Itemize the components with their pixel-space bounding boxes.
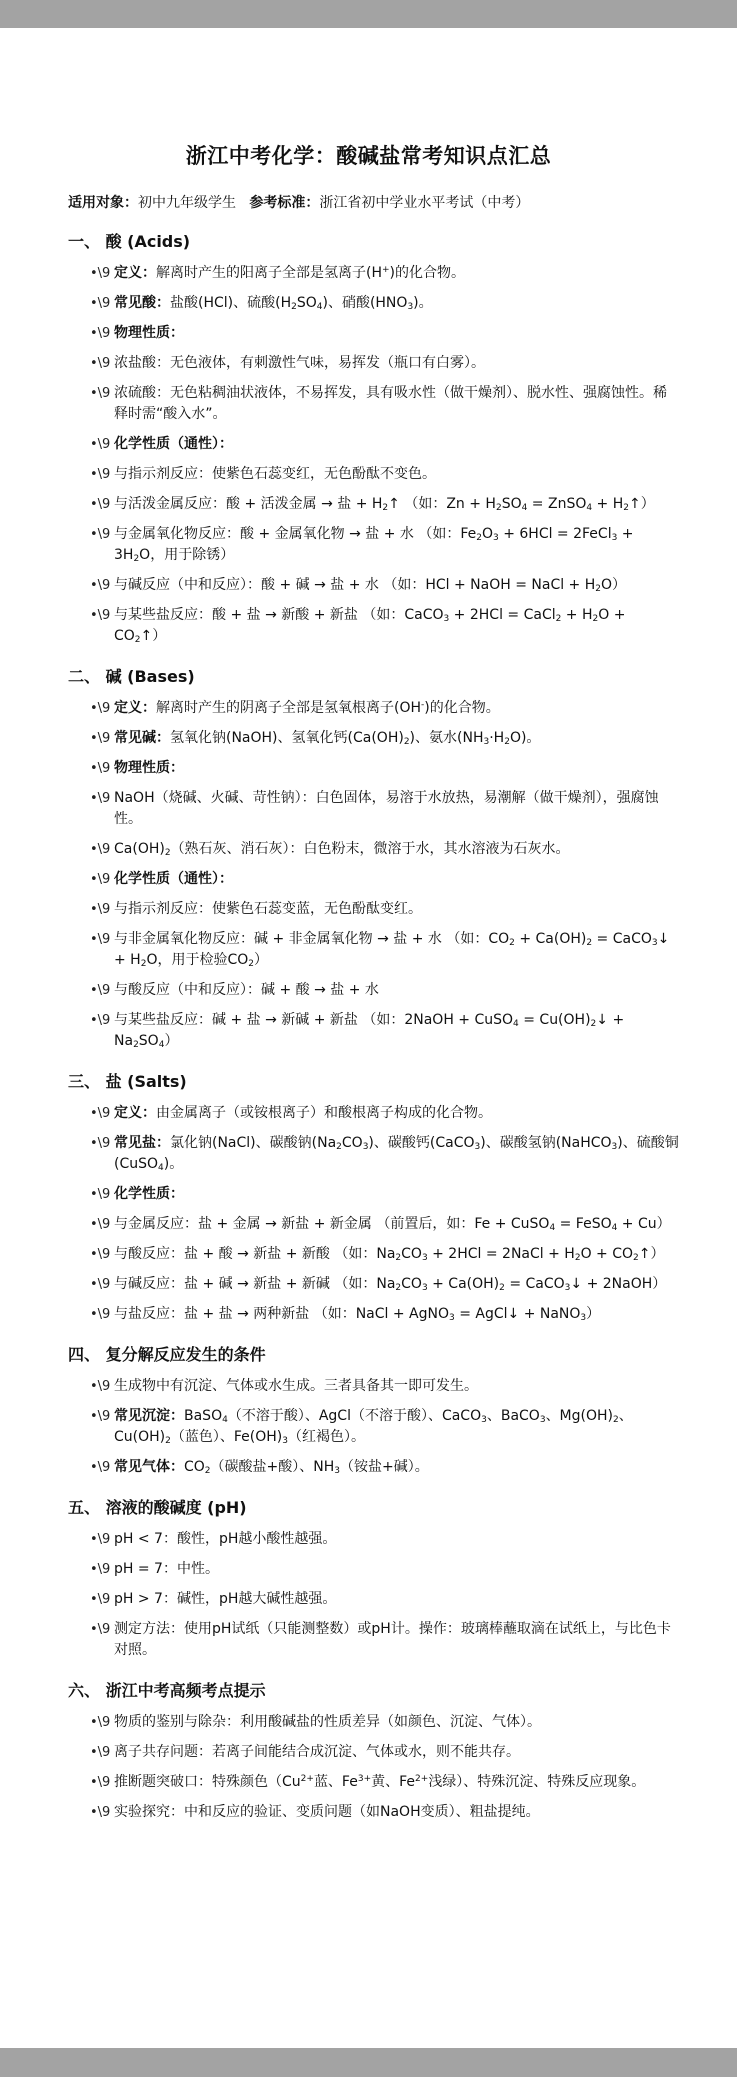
bullet-marker: •\9 — [90, 1460, 111, 1475]
bullet-marker: •\9 — [90, 872, 111, 887]
item-label: 化学性质（通性）： — [114, 436, 233, 452]
item-text: 氢氧化钠(NaOH)、氢氧化钙$(Ca(OH)_2)$、氨水$(NH_3\cdot H_2O)$。 — [170, 730, 541, 747]
item-text: pH < 7：酸性，pH越小酸性越强。 — [114, 1531, 337, 1547]
item-text: 测定方法：使用pH试纸（只能测整数）或pH计。操作：玻璃棒蘸取滴在试纸上，与比色卡对照。 — [114, 1621, 671, 1658]
item-text: 物质的鉴别与除杂：利用酸碱盐的性质差异（如颜色、沉淀、气体）。 — [114, 1714, 541, 1730]
item-label: 常见气体： — [114, 1459, 184, 1475]
list-item — [68, 1712, 680, 1733]
list-item — [68, 1772, 680, 1793]
section-6 — [68, 1679, 680, 1823]
list-item — [68, 698, 680, 719]
bullet-marker: •\9 — [90, 1775, 111, 1790]
section-title: 一、 酸 (Acids) — [68, 232, 191, 251]
item-text: 与某些盐反应：酸 + 盐 → 新酸 + 新盐 （如：CaCO$_3$ + 2HCl = CaCl$_2$ + $H_2O$ + $CO_2↑$） — [114, 607, 626, 645]
page-title: 浙江中考化学：酸碱盐常考知识点汇总 — [185, 144, 552, 168]
list-item — [68, 1802, 680, 1823]
list-item — [68, 929, 680, 971]
bullet-marker: •\9 — [90, 1622, 111, 1637]
bullet-marker: •\9 — [90, 1013, 111, 1028]
list-item — [68, 899, 680, 920]
item-label: 常见盐： — [114, 1135, 170, 1151]
item-text: 浓硫酸：无色粘稠油状液体，不易挥发，具有吸水性（做干燥剂）、脱水性、强腐蚀性。稀释时需“酸入水”。 — [114, 385, 667, 422]
list-item — [68, 1244, 680, 1265]
bullet-marker: •\9 — [90, 791, 111, 806]
list-item — [68, 464, 680, 485]
bullet-marker: •\9 — [90, 761, 111, 776]
bullet-marker: •\9 — [90, 1562, 111, 1577]
bullet-marker: •\9 — [90, 326, 111, 341]
bottom-gray-bar — [0, 2048, 737, 2077]
bullet-marker: •\9 — [90, 1715, 111, 1730]
item-label: 常见碱： — [114, 730, 170, 746]
list-item — [68, 1589, 680, 1610]
item-text: 氯化钠(NaCl)、碳酸钠$(Na_2CO_3)$、碳酸钙(CaCO$_3$)、碳酸氢钠(NaHCO$_3$)、硫酸铜(CuSO$_4$)。 — [114, 1135, 679, 1173]
bullet-marker: •\9 — [90, 731, 111, 746]
bullet-marker: •\9 — [90, 296, 111, 311]
bullet-marker: •\9 — [90, 701, 111, 716]
bullet-marker: •\9 — [90, 1805, 111, 1820]
section-title: 四、 复分解反应发生的条件 — [68, 1345, 266, 1364]
item-text: 与碱反应（中和反应）：酸 + 碱 → 盐 + 水 （如：HCl + NaOH = NaCl + $H_2O$） — [114, 577, 627, 594]
list-item — [68, 1133, 680, 1175]
standard-value: 浙江省初中学业水平考试（中考） — [319, 195, 530, 211]
bullet-marker: •\9 — [90, 1379, 111, 1394]
item-text: 解离时产生的阳离子全部是氢离子(H+)的化合物。 — [156, 265, 466, 281]
list-item — [68, 1103, 680, 1124]
section-title: 三、 盐 (Salts) — [68, 1072, 187, 1091]
item-text: 与酸反应：盐 + 酸 → 新盐 + 新酸 （如：$Na_2CO_3 + 2HCl$ = 2NaCl + $H_2O$ + $CO_2↑$） — [114, 1246, 665, 1263]
item-text: 与指示剂反应：使紫色石蕊变红，无色酚酞不变色。 — [114, 466, 436, 482]
item-text: NaOH（烧碱、火碱、苛性钠）：白色固体，易溶于水放热，易潮解（做干燥剂），强腐蚀性。 — [114, 790, 659, 827]
bullet-marker: •\9 — [90, 983, 111, 998]
item-text: 由金属离子（或铵根离子）和酸根离子构成的化合物。 — [156, 1105, 492, 1121]
section-title: 六、 浙江中考高频考点提示 — [68, 1681, 266, 1700]
list-item — [68, 1529, 680, 1550]
list-item — [68, 1304, 680, 1325]
item-label: 物理性质： — [114, 760, 184, 776]
list-item — [68, 383, 680, 425]
item-text: $CO_2$（碳酸盐+酸）、$NH_3$（铵盐+碱）。 — [184, 1459, 429, 1476]
bullet-marker: •\9 — [90, 467, 111, 482]
item-label: 常见沉淀： — [114, 1408, 184, 1424]
list-item — [68, 839, 680, 860]
list-item — [68, 1742, 680, 1763]
item-text: pH > 7：碱性，pH越大碱性越强。 — [114, 1591, 337, 1607]
list-item — [68, 1559, 680, 1580]
item-label: 定义： — [114, 700, 156, 716]
item-label: 定义： — [114, 1105, 156, 1121]
list-item — [68, 788, 680, 830]
bullet-marker: •\9 — [90, 932, 111, 947]
list-item — [68, 494, 680, 515]
bullet-marker: •\9 — [90, 578, 111, 593]
list-item — [68, 1184, 680, 1205]
list-item — [68, 1010, 680, 1052]
bullet-marker: •\9 — [90, 1409, 111, 1424]
item-label: 物理性质： — [114, 325, 184, 341]
list-item — [68, 869, 680, 890]
bullet-marker: •\9 — [90, 527, 111, 542]
content — [68, 230, 680, 1832]
bullet-marker: •\9 — [90, 266, 111, 281]
list-item — [68, 323, 680, 344]
bullet-marker: •\9 — [90, 1136, 111, 1151]
section-5 — [68, 1496, 680, 1661]
item-text: 浓盐酸：无色液体，有刺激性气味，易挥发（瓶口有白雾）。 — [114, 355, 485, 371]
list-item — [68, 524, 680, 566]
bullet-marker: •\9 — [90, 437, 111, 452]
list-item — [68, 1376, 680, 1397]
section-2 — [68, 665, 680, 1052]
list-item — [68, 605, 680, 647]
section-4 — [68, 1343, 680, 1478]
item-text: 与酸反应（中和反应）：碱 + 酸 → 盐 + 水 — [114, 982, 379, 998]
item-text: 与某些盐反应：碱 + 盐 → 新碱 + 新盐 （如：2NaOH + CuSO$_4$ = $Cu(OH)_2↓ + Na_2SO_4$） — [114, 1012, 625, 1050]
audience-label: 适用对象： — [68, 195, 138, 211]
item-label: 常见酸： — [114, 295, 170, 311]
list-item — [68, 353, 680, 374]
list-item — [68, 758, 680, 779]
bullet-marker: •\9 — [90, 1187, 111, 1202]
section-3 — [68, 1070, 680, 1325]
section-title: 五、 溶液的酸碱度 (pH) — [68, 1498, 247, 1517]
list-item — [68, 575, 680, 596]
bullet-marker: •\9 — [90, 1106, 111, 1121]
top-gray-bar — [0, 0, 737, 28]
list-item — [68, 1406, 680, 1448]
bullet-marker: •\9 — [90, 386, 111, 401]
list-item — [68, 1214, 680, 1235]
item-text: 与指示剂反应：使紫色石蕊变蓝，无色酚酞变红。 — [114, 901, 422, 917]
item-text: 与活泼金属反应：酸 + 活泼金属 → 盐 + $H_2↑$ （如：$Zn + H_2SO_4$ = ZnSO$_4$ + $H_2↑$） — [114, 496, 655, 513]
item-text: pH = 7：中性。 — [114, 1561, 219, 1577]
bullet-marker: •\9 — [90, 608, 111, 623]
audience-value: 初中九年级学生 — [138, 195, 236, 211]
standard-label: 参考标准： — [249, 195, 320, 211]
bullet-marker: •\9 — [90, 497, 111, 512]
bullet-marker: •\9 — [90, 1277, 111, 1292]
list-item — [68, 293, 680, 314]
item-label: 化学性质： — [114, 1186, 184, 1202]
item-label: 定义： — [114, 265, 156, 281]
list-item — [68, 434, 680, 455]
item-text: 生成物中有沉淀、气体或水生成。三者具备其一即可发生。 — [114, 1378, 478, 1394]
bullet-marker: •\9 — [90, 1592, 111, 1607]
item-text: 与金属氧化物反应：酸 + 金属氧化物 → 盐 + 水 （如：$Fe_2O_3 + 6HCl$ = 2FeCl$_3$ + $3H_2O$，用于除锈） — [114, 526, 634, 564]
document-page — [0, 28, 737, 2048]
meta-line — [68, 192, 708, 212]
section-title: 二、 碱 (Bases) — [68, 667, 195, 686]
section-1 — [68, 230, 680, 647]
bullet-marker: •\9 — [90, 902, 111, 917]
item-text: 与非金属氧化物反应：碱 + 非金属氧化物 → 盐 + 水 （如：$CO_2 + Ca(OH)_2$ = CaCO$_3$↓ + $H_2O$，用于检验$CO_2$） — [114, 931, 670, 969]
bullet-marker: •\9 — [90, 1532, 111, 1547]
bullet-marker: •\9 — [90, 842, 111, 857]
bullet-marker: •\9 — [90, 1745, 111, 1760]
list-item — [68, 1274, 680, 1295]
item-text: 离子共存问题：若离子间能结合成沉淀、气体或水，则不能共存。 — [114, 1744, 520, 1760]
bullet-marker: •\9 — [90, 1247, 111, 1262]
item-text: 解离时产生的阴离子全部是氢氧根离子(OH-)的化合物。 — [156, 700, 500, 716]
item-text: BaSO$_4$（不溶于酸）、AgCl（不溶于酸）、CaCO$_3$、BaCO$_3$、$Mg(OH)_2$、$Cu(OH)_2$（蓝色）、$Fe(OH)_3$（红褐色）。 — [114, 1408, 633, 1446]
item-text: 与碱反应：盐 + 碱 → 新盐 + 新碱 （如：$Na_2CO_3 + Ca(OH)_2$ = CaCO$_3$↓ + 2NaOH） — [114, 1276, 667, 1293]
bullet-marker: •\9 — [90, 1217, 111, 1232]
bullet-marker: •\9 — [90, 356, 111, 371]
list-item — [68, 980, 680, 1001]
list-item — [68, 263, 680, 284]
item-text: $Ca(OH)_2$（熟石灰、消石灰）：白色粉末，微溶于水，其水溶液为石灰水。 — [114, 841, 570, 858]
item-text: 实验探究：中和反应的验证、变质问题（如NaOH变质）、粗盐提纯。 — [114, 1804, 540, 1820]
list-item — [68, 1457, 680, 1478]
list-item — [68, 728, 680, 749]
item-text: 盐酸(HCl)、硫酸$(H_2SO_4)$、硝酸$(HNO_3)$。 — [170, 295, 433, 312]
item-text: 与金属反应：盐 + 金属 → 新盐 + 新金属 （前置后，如：Fe + CuSO$_4$ = FeSO$_4$ + Cu） — [114, 1216, 671, 1233]
item-text: 与盐反应：盐 + 盐 → 两种新盐 （如：NaCl + AgNO$_3$ = AgCl↓ + NaNO$_3$） — [114, 1306, 601, 1323]
item-text: 推断题突破口：特殊颜色（$Cu^{2+}$蓝、$Fe^{3+}$黄、$Fe^{2+}$浅绿）、特殊沉淀、特殊反应现象。 — [114, 1774, 646, 1790]
list-item — [68, 1619, 680, 1661]
bullet-marker: •\9 — [90, 1307, 111, 1322]
item-label: 化学性质（通性）： — [114, 871, 233, 887]
